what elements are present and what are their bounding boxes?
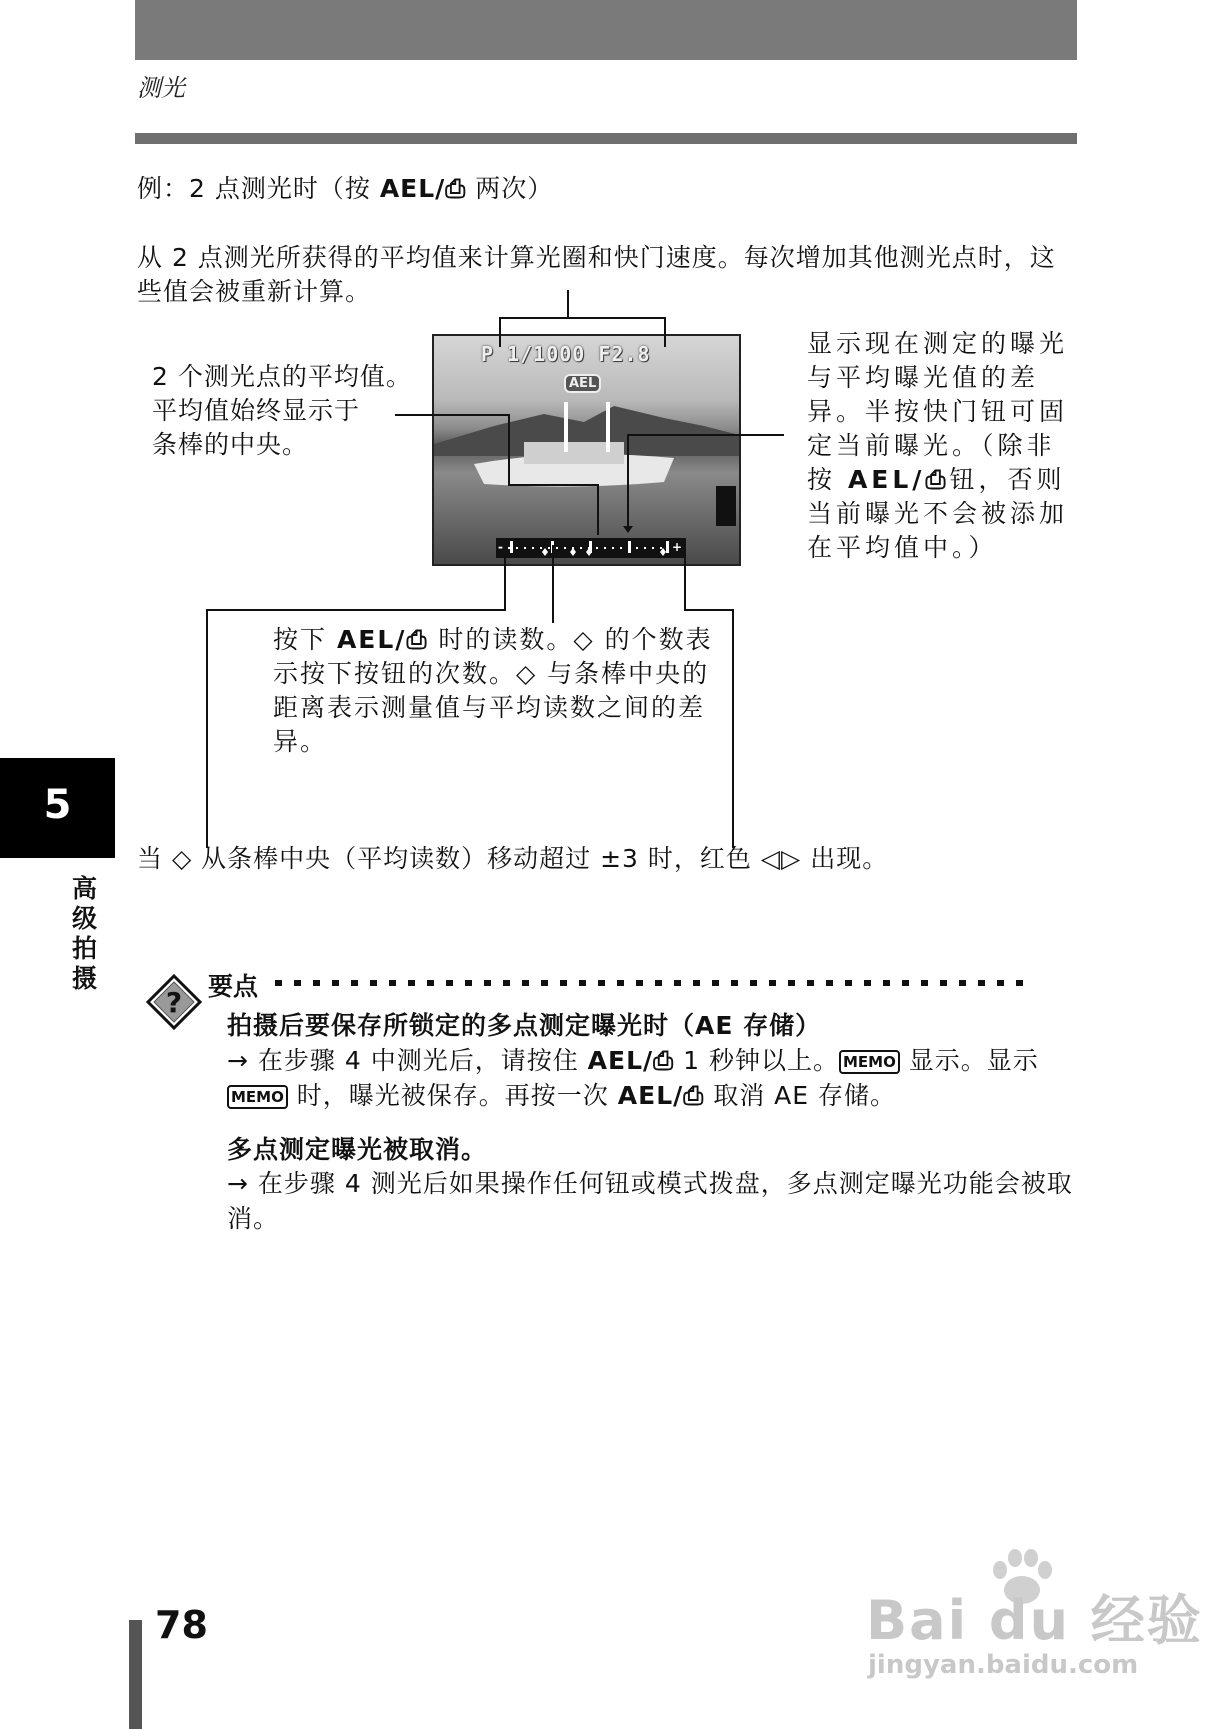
tip-1-title: 拍摄后要保存所锁定的多点测定曝光时（AE 存储） <box>227 1011 822 1040</box>
watermark-brand: Bai du 经验 <box>866 1589 1203 1652</box>
annotation-mid-prefix: 按下 <box>273 625 337 654</box>
ael-indicator-badge: AEL <box>564 374 601 393</box>
intro-paragraph: 从 2 点测光所获得的平均值来计算光圈和快门速度。每次增加其他测光点时，这些值会被重新计算。 <box>137 243 1056 306</box>
lcd-exposure-readout: P 1/1000 F2.8 <box>481 342 651 366</box>
memo-badge: MEMO <box>839 1050 900 1074</box>
chapter-label: 高级拍摄 <box>72 874 98 993</box>
example-suffix: 两次） <box>466 174 554 203</box>
tips-heading: 要点 <box>208 972 259 1001</box>
question-hint-icon <box>144 972 204 1032</box>
section-rule <box>135 133 1077 144</box>
exposure-scale-ticks <box>496 538 686 558</box>
ael-button-label: AEL/⎙ <box>336 625 429 654</box>
annotation-right-text-2: （除非按 <box>807 431 1056 494</box>
tip-1-text-4: 时，曝光被保存。再按一次 <box>287 1081 618 1110</box>
annotation-readings <box>273 623 733 759</box>
section-title: 测光 <box>137 74 185 102</box>
example-prefix: 例：2 点测光时（按 <box>137 174 380 203</box>
header-bar <box>135 0 1077 60</box>
tips-dotted-rule <box>275 980 1035 986</box>
memo-badge: MEMO <box>227 1085 288 1109</box>
annotation-average-line-3: 条棒的中央。 <box>152 430 309 459</box>
camera-lcd-preview <box>432 334 741 566</box>
tip-2-body: → 在步骤 4 测光后如果操作任何钮或模式拨盘，多点测定曝光功能会被取消。 <box>227 1169 1073 1233</box>
exposure-scale-bar <box>496 538 686 558</box>
warning-note: 当 ◇ 从条棒中央（平均读数）移动超过 ±3 时，红色 ◁▷ 出现。 <box>137 844 889 873</box>
tip-1-text-2: 1 秒钟以上。 <box>674 1046 839 1075</box>
annotation-average-line-1: 2 个测光点的平均值。 <box>152 362 412 391</box>
af-target-bracket <box>564 402 610 452</box>
svg-text:?: ? <box>165 986 183 1019</box>
page-number: 78 <box>155 1603 208 1647</box>
ael-button-label: AEL/⎙ <box>587 1046 675 1075</box>
tip-1-text-1: → 在步骤 4 中测光后，请按住 <box>227 1046 588 1075</box>
annotation-current-exposure <box>807 327 1077 565</box>
tip-1-text-5: 取消 AE 存储。 <box>704 1081 897 1110</box>
annotation-right-text-1: 显示现在测定的曝光与平均曝光值的差异。半按快门钮可固定当前曝光。 <box>807 329 1069 460</box>
ael-button-label: AEL/⎙ <box>379 174 467 203</box>
example-caption <box>137 172 553 206</box>
annotation-average-line-2: 平均值始终显示于 <box>152 396 361 425</box>
annotation-average <box>152 360 412 462</box>
page-number-bar <box>129 1620 142 1729</box>
tip-2-title: 多点测定曝光被取消。 <box>227 1135 488 1164</box>
ael-button-label: AEL/⎙ <box>617 1081 705 1110</box>
tip-1-text-3: 显示。显示 <box>899 1046 1039 1075</box>
annotation-right-text-3: 钮，否则当前曝光不会被添加在平均值中。） <box>807 465 1069 562</box>
watermark-url: jingyan.baidu.com <box>868 1650 1139 1680</box>
ael-button-label: AEL/⎙ <box>847 465 950 494</box>
svg-text:-: - <box>498 540 503 554</box>
chapter-number: 5 <box>43 782 72 828</box>
battery-indicator <box>716 486 736 526</box>
svg-text:+: + <box>672 540 683 554</box>
tip-1-body <box>227 1043 1077 1113</box>
annotation-mid-suffix: 时的读数。◇ 的个数表示按下按钮的次数。◇ 与条棒中央的距离表示测量值与平均读数之间的差异。 <box>273 625 713 756</box>
